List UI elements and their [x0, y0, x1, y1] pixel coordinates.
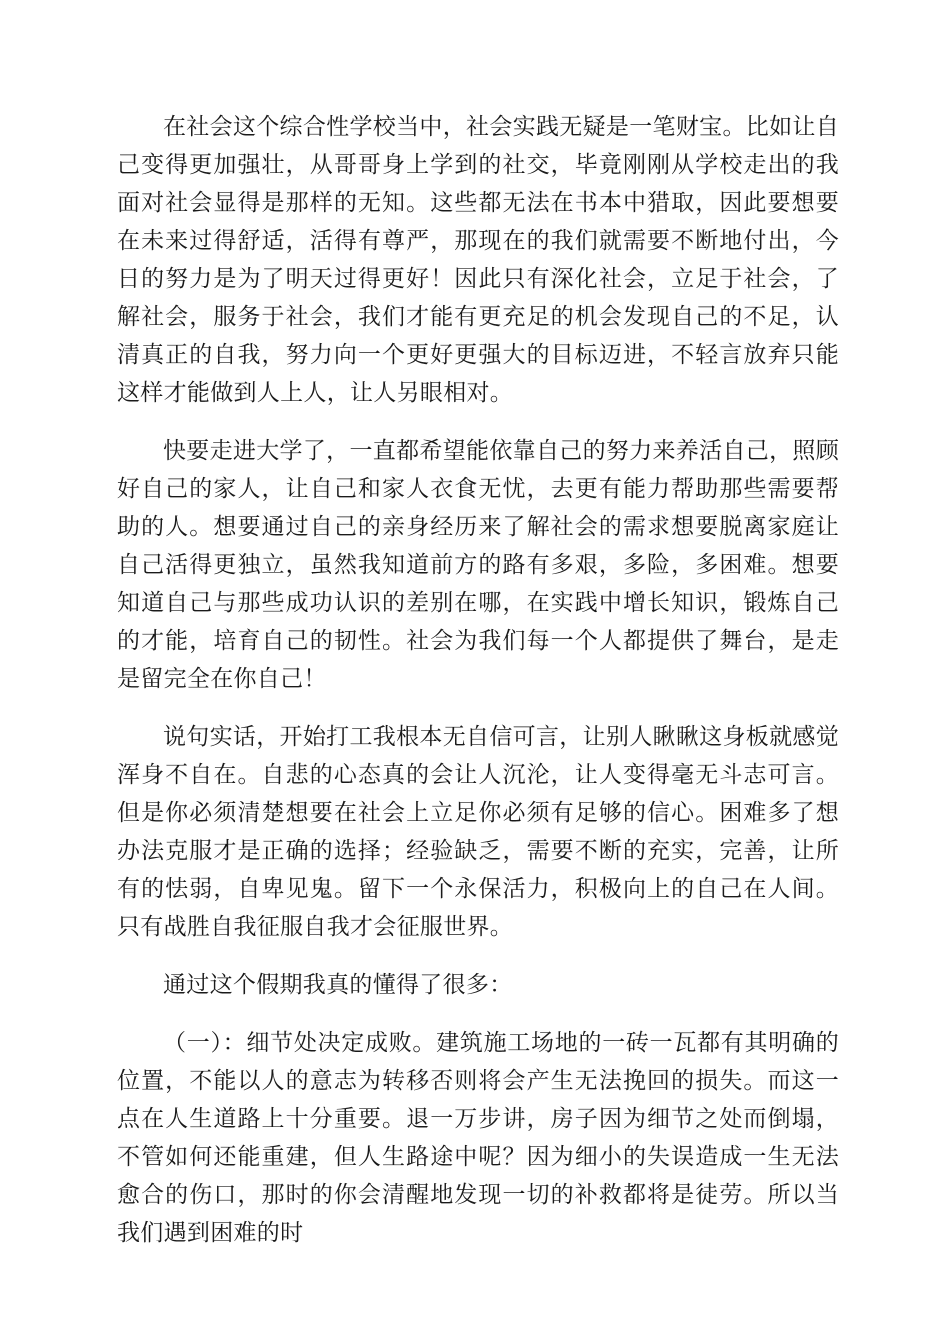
- paragraph-2: 快要走进大学了，一直都希望能依靠自己的努力来养活自己，照顾好自己的家人，让自己和家人衣食无忧，去更有能力帮助那些需要帮助的人。想要通过自己的亲身经历来了解社会的需求想要脱离家庭让自己活得更独立，虽然我知道前方的路有多艰，多险，多困难。想要知道自己与那些成功认识的差别在哪，在实践中增长知识，锻炼自己的才能，培育自己的韧性。社会为我们每一个人都提供了舞台，是走是留完全在你自己！: [117, 438, 839, 692]
- paragraph-4: 通过这个假期我真的懂得了很多：: [163, 972, 513, 998]
- paragraph-5: （一）：细节处决定成败。建筑施工场地的一砖一瓦都有其明确的位置，不能以人的意志为转移否则将会产生无法挽回的损失。而这一点在人生道路上十分重要。退一万步讲，房子因为细节之处而倒塌，不管如何还能重建，但人生路途中呢？因为细小的失误造成一生无法愈合的伤口，那时的你会清醒地发现一切的补救都将是徒劳。所以当我们遇到困难的时: [117, 1030, 839, 1246]
- document-body: [117, 108, 839, 1252]
- paragraph-3: 说句实话，开始打工我根本无自信可言，让别人瞅瞅这身板就感觉浑身不自在。自悲的心态真的会让人沉沦，让人变得毫无斗志可言。但是你必须清楚想要在社会上立足你必须有足够的信心。困难多了想办法克服才是正确的选择；经验缺乏，需要不断的充实，完善，让所有的怯弱，自卑见鬼。留下一个永保活力，积极向上的自己在人间。只有战胜自我征服自我才会征服世界。: [117, 724, 839, 940]
- paragraph-1: 在社会这个综合性学校当中，社会实践无疑是一笔财宝。比如让自己变得更加强壮，从哥哥身上学到的社交，毕竟刚刚从学校走出的我面对社会显得是那样的无知。这些都无法在书本中猎取，因此要想要在未来过得舒适，活得有尊严，那现在的我们就需要不断地付出，今日的努力是为了明天过得更好！因此只有深化社会，立足于社会，了解社会，服务于社会，我们才能有更充足的机会发现自己的不足，认清真正的自我，努力向一个更好更强大的目标迈进，不轻言放弃只能这样才能做到人上人，让人另眼相对。: [117, 114, 839, 406]
